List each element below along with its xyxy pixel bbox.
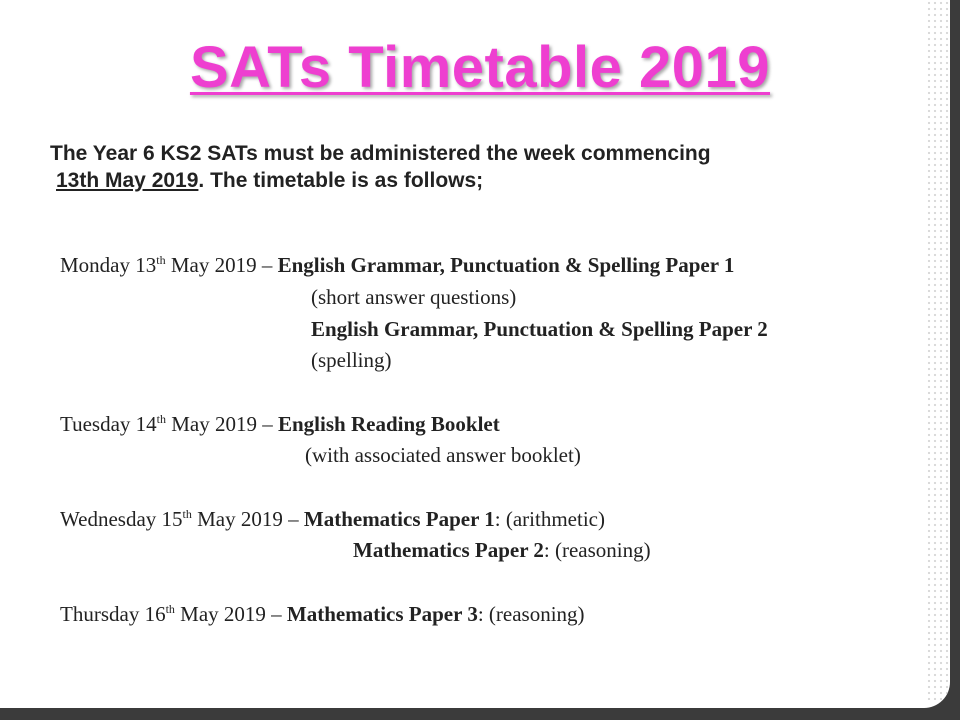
tuesday-item-1: English Reading Booklet	[278, 412, 500, 436]
monday-day: Monday 13	[60, 253, 157, 277]
thursday-item-1: Mathematics Paper 3	[286, 602, 478, 626]
thursday-dash: –	[265, 602, 287, 626]
slide-title: SATs Timetable 2019	[189, 35, 771, 100]
tuesday-date-rest: May 2019	[166, 412, 257, 436]
monday-item-2-title: English Grammar, Punctuation & Spelling Paper 2	[311, 317, 768, 341]
wednesday-row	[60, 507, 605, 532]
thursday-row	[60, 602, 585, 627]
wednesday-day: Wednesday 15	[60, 507, 183, 531]
intro-text	[50, 140, 711, 194]
monday-item-2	[311, 317, 768, 342]
tuesday-row	[60, 412, 500, 437]
monday-item-2-note: (spelling)	[311, 348, 392, 372]
tuesday-day: Tuesday 14	[60, 412, 157, 436]
monday-row	[60, 253, 734, 278]
monday-item-1: English Grammar, Punctuation & Spelling Paper 1	[277, 253, 735, 277]
wednesday-item-1-note: : (arithmetic)	[494, 507, 605, 531]
wednesday-item-2-line	[353, 538, 651, 563]
monday-date-rest: May 2019	[165, 253, 257, 277]
intro-line-1: The Year 6 KS2 SATs must be administered the week commencing	[50, 142, 711, 165]
wednesday-item-2-note: : (reasoning)	[543, 538, 651, 562]
intro-line-2	[50, 167, 711, 194]
thursday-day: Thursday 16	[60, 602, 166, 626]
intro-line-2-rest: . The timetable is as follows;	[198, 169, 484, 192]
intro-date: 13th May 2019	[56, 169, 199, 192]
monday-dash: –	[256, 253, 278, 277]
tuesday-day-sup: th	[156, 412, 166, 426]
dotted-border-decoration	[926, 0, 950, 700]
monday-item-1-note: (short answer questions)	[311, 285, 517, 309]
wednesday-dash: –	[282, 507, 304, 531]
wednesday-day-sup: th	[182, 507, 192, 521]
tuesday-dash: –	[257, 412, 278, 436]
wednesday-item-2: Mathematics Paper 2	[353, 538, 544, 562]
monday-day-sup: th	[156, 253, 166, 267]
wednesday-item-1: Mathematics Paper 1	[303, 507, 495, 531]
tuesday-item-1-note: (with associated answer booklet)	[305, 443, 581, 467]
thursday-date-rest: May 2019	[174, 602, 266, 626]
wednesday-date-rest: May 2019	[191, 507, 283, 531]
thursday-day-sup: th	[165, 602, 175, 616]
thursday-item-1-note: : (reasoning)	[477, 602, 585, 626]
